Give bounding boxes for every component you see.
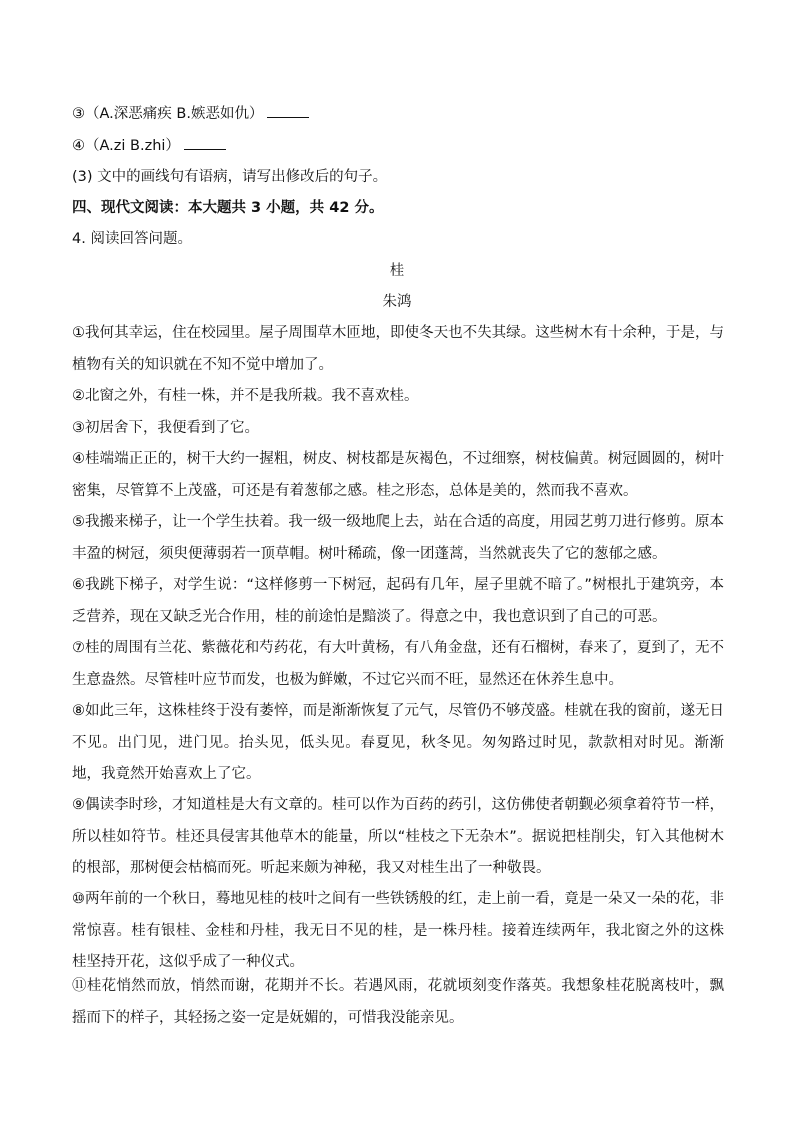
question-3-options (72, 104, 722, 124)
answer-blank-3 (267, 105, 309, 118)
section-4-header: 四、现代文阅读：本大题共 3 小题，共 42 分。 (72, 200, 384, 216)
article-paragraph-2: ②北窗之外，有桂一株，并不是我所栽。我不喜欢桂。 (72, 388, 419, 404)
article-paragraph-11: ⑪桂花悄然而放，悄然而谢，花期并不长。若遇风雨，花就顷刻变作落英。我想象桂花脱离枝叶，飘摇而下的样子，其轻扬之姿一定是妩媚的，可惜我没能亲见。 (72, 978, 724, 1026)
question-4-options (72, 136, 722, 156)
question-item-4: 4. 阅读回答问题。 (72, 231, 192, 247)
article-paragraph-7: ⑦桂的周围有兰花、紫薇花和芍药花，有大叶黄杨，有八角金盘，还有石榴树，春来了，夏到了，无不生意盎然。尽管桂叶应节而发，也极为鲜嫩，不过它兴而不旺，显然还在休养生息中。 (72, 640, 724, 688)
article-paragraph-9: ⑨偶读李时珍，才知道桂是大有文章的。桂可以作为百药的药引，这仿佛使者朝觐必须拿着符节一样，所以桂如符节。桂还具侵害其他草木的能量，所以“桂枝之下无杂木”。据说把桂削尖，钉入其他树木的根部，那树便会枯槁而死。听起来颇为神秘，我又对桂生出了一种敬畏。 (72, 797, 724, 876)
article-paragraph-4: ④桂端端正正的，树干大约一握粗，树皮、树枝都是灰褐色，不过细察，树枝偏黄。树冠圆圆的，树叶密集，尽管算不上茂盛，可还是有着葱郁之感。桂之形态，总体是美的，然而我不喜欢。 (72, 451, 724, 499)
answer-blank-4 (184, 137, 226, 150)
article-paragraph-6: ⑥我跳下梯子，对学生说：“这样修剪一下树冠，起码有几年，屋子里就不暗了。”树根扎于建筑旁，本乏营养，现在又缺乏光合作用，桂的前途怕是黯淡了。得意之中，我也意识到了自己的可恶。 (72, 577, 724, 625)
question-item-3: (3) 文中的画线句有语病，请写出修改后的句子。 (72, 169, 388, 185)
article-author: 朱鸿 (382, 294, 412, 310)
article-paragraph-5: ⑤我搬来梯子，让一个学生扶着。我一级一级地爬上去，站在合适的高度，用园艺剪刀进行修剪。原本丰盈的树冠，须臾便薄弱若一顶草帽。树叶稀疏，像一团蓬蒿，当然就丧失了它的葱郁之感。 (72, 514, 724, 562)
question-4-text: ④（A.zi B.zhi） (72, 138, 180, 154)
article-title: 桂 (389, 263, 405, 279)
question-3-text: ③（A.深恶痛疾 B.嫉恶如仇） (72, 106, 264, 122)
article-paragraph-1: ①我何其幸运，住在校园里。屋子周围草木匝地，即使冬天也不失其绿。这些树木有十余种，于是，与植物有关的知识就在不知不觉中增加了。 (72, 325, 724, 373)
article-paragraph-3: ③初居舍下，我便看到了它。 (72, 420, 259, 436)
article-paragraph-10: ⑩两年前的一个秋日，蓦地见桂的枝叶之间有一些铁锈般的红，走上前一看，竟是一朵又一朵的花，非常惊喜。桂有银桂、金桂和丹桂，我无日不见的桂，是一株丹桂。接着连续两年，我北窗之外的这株桂坚持开花，这似乎成了一种仪式。 (72, 891, 724, 970)
article-paragraph-8: ⑧如此三年，这株桂终于没有萎悴，而是渐渐恢复了元气，尽管仍不够茂盛。桂就在我的窗前，遂无日不见。出门见，进门见。抬头见，低头见。春夏见，秋冬见。匆匆路过时见，款款相对时见。渐渐地，我竟然开始喜欢上了它。 (72, 703, 724, 782)
